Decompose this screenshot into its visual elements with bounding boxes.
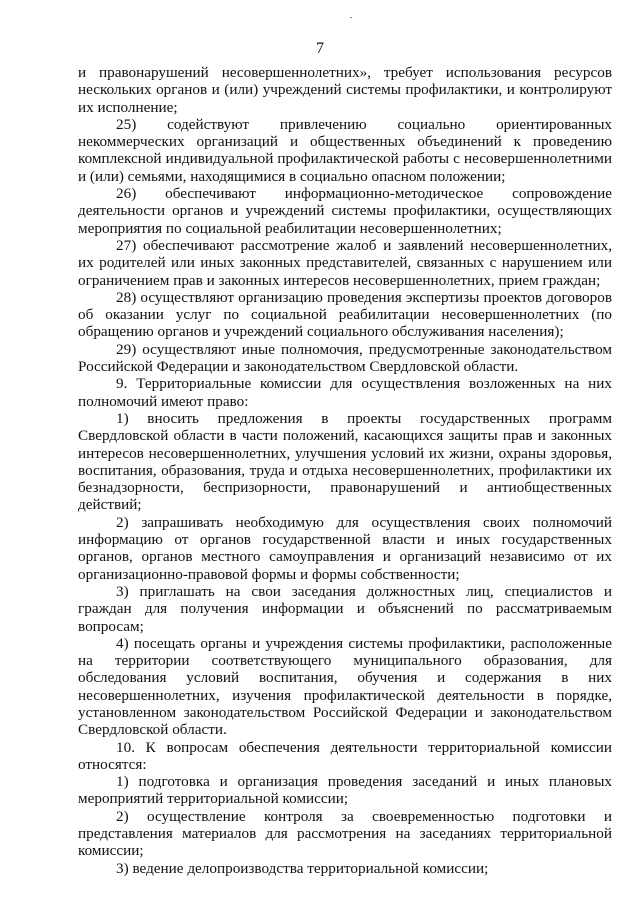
section-9-item-1: 1) вносить предложения в проекты государственных программ Свердловской области в части положений, касающихся защиты прав и законных интересов несовершеннолетних, улучшения условий их жизни, охраны здоровья, воспитания, образования, труда и отдыха несовершеннолетних, профилактики их безнадзорности, беспризорности, правонарушений и антиобщественных действий; bbox=[78, 409, 612, 514]
section-10-item-2: 2) осуществление контроля за своевременностью подготовки и представления материалов для рассмотрения на заседаниях территориальной комиссии; bbox=[78, 807, 612, 860]
paragraph-item-29: 29) осуществляют иные полномочия, предусмотренные законодательством Российской Федерации и законодательством Свердловской области. bbox=[78, 340, 612, 376]
paragraph-continuation: и правонарушений несовершеннолетних», требует использования ресурсов нескольких органов и (или) учреждений системы профилактики, и контролируют их исполнение; bbox=[78, 64, 612, 116]
paragraph-item-27: 27) обеспечивают рассмотрение жалоб и заявлений несовершеннолетних, их родителей или иных законных представителей, связанных с нарушением или ограничением прав и законных интересов несовершеннолетних, прием граждан; bbox=[78, 236, 612, 289]
paragraph-item-25: 25) содействуют привлечению социально ориентированных некоммерческих организаций и общественных объединений к проведению комплексной индивидуальной профилактической работы с несовершеннолетними и (или) семьями, находящимися в социально опасном положении; bbox=[78, 115, 612, 185]
section-9-heading: 9. Территориальные комиссии для осуществления возложенных на них полномочий имеют право: bbox=[78, 375, 612, 410]
paragraph-item-28: 28) осуществляют организацию проведения экспертизы проектов договоров об оказании услуг по социальной реабилитации несовершеннолетних (по обращению органов и учреждений социального обслуживания населения); bbox=[78, 288, 612, 341]
section-10-heading: 10. К вопросам обеспечения деятельности территориальной комиссии относятся: bbox=[78, 738, 612, 773]
paragraph-item-26: 26) обеспечивают информационно-методическое сопровождение деятельности органов и учреждений системы профилактики, осуществляющих мероприятия по социальной реабилитации несовершеннолетних; bbox=[78, 185, 612, 237]
section-10-item-1: 1) подготовка и организация проведения заседаний и иных плановых мероприятий территориальной комиссии; bbox=[78, 773, 612, 808]
scan-speck bbox=[350, 17, 352, 18]
section-10-item-3: 3) ведение делопроизводства территориальной комиссии; bbox=[116, 859, 489, 877]
page-number: 7 bbox=[316, 40, 324, 57]
section-9-item-2: 2) запрашивать необходимую для осуществления своих полномочий информацию от органов государственной власти и иных государственных органов, органов местного самоуправления и организаций независимо от их организационно-правовой формы и формы собственности; bbox=[78, 513, 612, 583]
section-9-item-3: 3) приглашать на свои заседания должностных лиц, специалистов и граждан для получения информации и объяснений по рассматриваемым вопросам; bbox=[78, 582, 612, 635]
section-9-item-4: 4) посещать органы и учреждения системы профилактики, расположенные на территории соответствующего муниципального образования, для обследования условий воспитания, обучения и содержания в них несовершеннолетних, изучения профилактической деятельности в порядке, установленном законодательством Российской Федерации и законодательством Свердловской области. bbox=[78, 634, 612, 739]
document-body bbox=[78, 64, 612, 877]
